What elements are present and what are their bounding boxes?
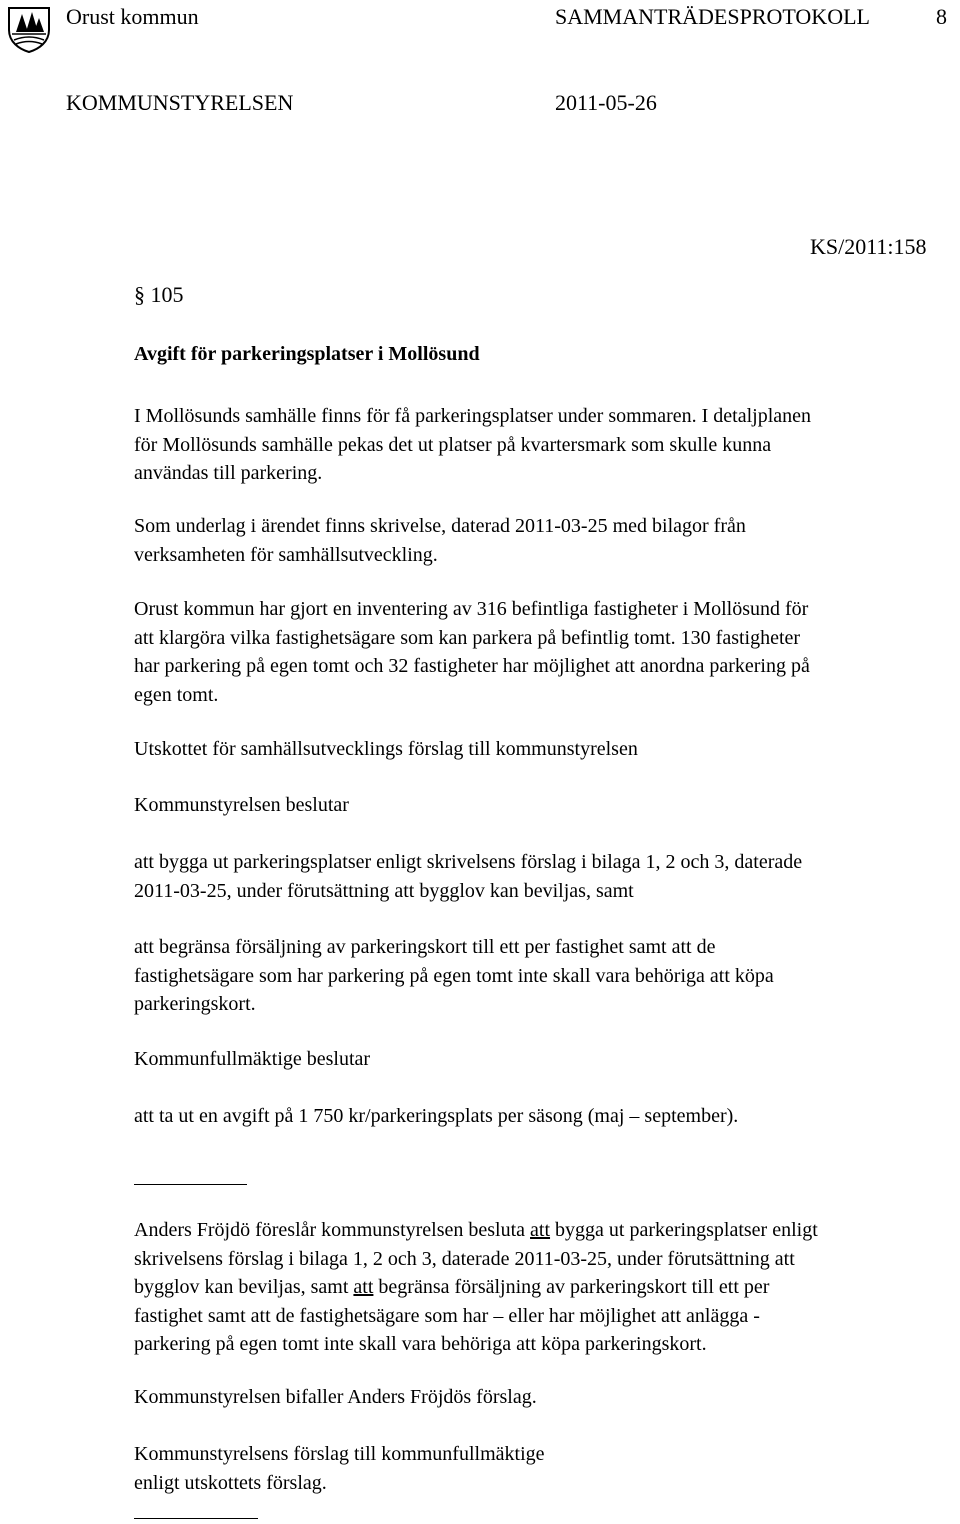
text-line: Som underlag i ärendet finns skrivelse, daterad 2011-03-25 med bilagor från — [134, 515, 746, 537]
committee-proposal-heading: Utskottet för samhällsutvecklings förslag till kommunstyrelsen — [134, 738, 638, 760]
text-line: verksamheten för samhällsutveckling. — [134, 543, 438, 566]
municipality-name: Orust kommun — [66, 4, 199, 29]
meeting-date: 2011-05-26 — [555, 90, 657, 115]
text-line: har parkering på egen tomt och 32 fastigheter har möjlighet att anordna parkering på — [134, 655, 810, 677]
paragraph-basis — [134, 512, 960, 569]
municipality-coat-of-arms-icon — [4, 4, 54, 54]
document-type: SAMMANTRÄDESPROTOKOLL — [555, 4, 870, 29]
text-line: parkering på egen tomt inte skall vara behöriga att köpa parkeringskort. — [134, 1333, 707, 1355]
text-line: att klargöra vilka fastighetsägare som kan parkera på befintlig tomt. 130 fastigheter — [134, 626, 801, 649]
text-line: fastighetsägare som har parkering på egen tomt inte skall vara behöriga att köpa — [134, 964, 774, 987]
text-line: att bygga ut parkeringsplatser enligt skrivelsens förslag i bilaga 1, 2 och 3, daterade — [134, 851, 803, 873]
text-line: användas till parkering. — [134, 462, 323, 484]
section-symbol: § — [134, 282, 145, 307]
case-number: KS/2011:158 — [810, 234, 927, 259]
decision-fee: att ta ut en avgift på 1 750 kr/parkeringsplats per säsong (maj – september). — [134, 1105, 739, 1127]
board-name: KOMMUNSTYRELSEN — [66, 90, 294, 115]
text-line: egen tomt. — [134, 683, 219, 706]
section-number: 105 — [150, 282, 184, 307]
separator-line-bottom — [134, 1518, 258, 1519]
text-line: Anders Fröjdö föreslår kommunstyrelsen besluta att bygga ut parkeringsplatser enligt — [134, 1219, 818, 1241]
paragraph-background — [134, 402, 960, 488]
separator-line — [134, 1184, 247, 1185]
paragraph-inventory — [134, 595, 960, 709]
section-title: Avgift för parkeringsplatser i Mollösund — [134, 343, 480, 365]
approval-statement: Kommunstyrelsen bifaller Anders Fröjdös förslag. — [134, 1386, 537, 1408]
text-line: Kommunstyrelsens förslag till kommunfullmäktige — [134, 1443, 545, 1465]
text-line: bygglov kan beviljas, samt att begränsa försäljning av parkeringskort till ett per — [134, 1276, 770, 1298]
text-line: att begränsa försäljning av parkeringskort till ett per fastighet samt att de — [134, 936, 716, 958]
kf-proposal-statement — [134, 1440, 960, 1497]
text-line: Orust kommun har gjort en inventering av 316 befintliga fastigheter i Mollösund för — [134, 598, 809, 620]
section-heading — [134, 282, 184, 308]
page-number: 8 — [936, 4, 947, 29]
ks-decides-heading: Kommunstyrelsen beslutar — [134, 794, 349, 816]
text-line: enligt utskottets förslag. — [134, 1471, 327, 1494]
decision-expand-parking — [134, 848, 960, 905]
text-line: 2011-03-25, under förutsättning att bygglov kan beviljas, samt — [134, 879, 634, 902]
kf-decides-heading: Kommunfullmäktige beslutar — [134, 1048, 371, 1070]
decision-limit-cards — [134, 933, 960, 1019]
proposal-anders-frojdo — [134, 1216, 960, 1359]
text-line: för Mollösunds samhälle pekas det ut platser på kvartersmark som skulle kunna — [134, 433, 772, 456]
text-line: fastighet samt att de fastighetsägare som har – eller har möjlighet att anlägga - — [134, 1304, 760, 1327]
text-line: parkeringskort. — [134, 993, 256, 1015]
text-line: skrivelsens förslag i bilaga 1, 2 och 3, daterade 2011-03-25, under förutsättning att — [134, 1247, 795, 1270]
text-line: I Mollösunds samhälle finns för få parkeringsplatser under sommaren. I detaljplanen — [134, 405, 812, 427]
